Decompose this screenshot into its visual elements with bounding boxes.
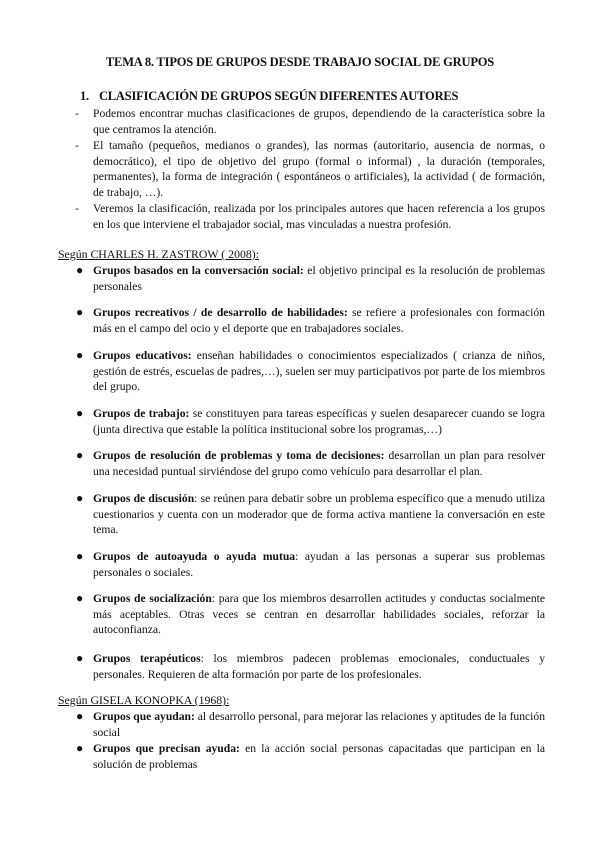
list-item bbox=[76, 263, 545, 294]
item-text: en la acción social personas capacitadas que participan en la solución de problemas bbox=[93, 742, 546, 771]
bullet-marker: ● bbox=[76, 651, 84, 665]
author-heading-zastrow: Según CHARLES H. ZASTROW ( 2008): bbox=[58, 247, 259, 261]
bullet-marker: ● bbox=[76, 348, 84, 362]
list-item bbox=[75, 201, 545, 232]
item-text: el objetivo principal es la resolución de problemas personales bbox=[93, 264, 545, 293]
item-term: Grupos basados en la conversación social: bbox=[93, 264, 304, 277]
list-item-text: El tamaño (pequeños, medianos o grandes), las normas (autoritario, ausencia de normas, o democrático), el tipo de objetivo del grupo (formal o informal) , la duración (temporales, permanentes), la forma de integración ( espontáneos o artificiales), la actividad ( de formación, de trabajo, …). bbox=[93, 139, 545, 199]
item-text: : ayudan a las personas a superar sus problemas personales o sociales. bbox=[93, 550, 545, 579]
item-term: Grupos de discusión bbox=[93, 492, 195, 505]
item-text: : para que los miembros desarrollen actitudes y conductas socialmente más aceptables. Otras veces se centran en desarrollar habilidades sociales, reforzar la autoconfianza. bbox=[93, 592, 545, 637]
bullet-marker: ● bbox=[76, 491, 84, 505]
list-item bbox=[76, 591, 545, 638]
list-item-text: Podemos encontrar muchas clasificaciones de grupos, dependiendo de la característica sobre la que centramos la atención. bbox=[93, 107, 545, 136]
item-term: Grupos de autoayuda o ayuda mutua bbox=[93, 550, 296, 563]
list-item bbox=[76, 305, 545, 336]
section-heading bbox=[80, 89, 458, 104]
dash-marker: - bbox=[75, 139, 79, 152]
list-item bbox=[76, 348, 545, 395]
list-item bbox=[76, 741, 545, 772]
item-term: Grupos que ayudan: bbox=[93, 710, 195, 723]
item-text: al desarrollo personal, para mejorar las relaciones y aptitudes de la función social bbox=[93, 710, 545, 739]
item-text: enseñan habilidades o conocimientos especializados ( crianza de niños, gestión de estrés, escuelas de padres,…), suelen ser muy participativos por parte de los miembros del grupo. bbox=[93, 349, 545, 394]
author-heading-konopka: Según GISELA KONOPKA (1968): bbox=[58, 693, 230, 707]
section-heading-text: CLASIFICACIÓN DE GRUPOS SEGÚN DIFERENTES AUTORES bbox=[98, 89, 459, 103]
item-term: Grupos recreativos / de desarrollo de habilidades: bbox=[93, 306, 348, 319]
item-term: Grupos que precisan ayuda: bbox=[93, 742, 240, 755]
list-item bbox=[76, 651, 545, 682]
document-title: TEMA 8. TIPOS DE GRUPOS DESDE TRABAJO SOCIAL DE GRUPOS bbox=[105, 55, 495, 69]
item-text: se refiere a profesionales con formación más en el campo del ocio y el deporte que en trabajadores sociales. bbox=[93, 306, 545, 335]
bullet-marker: ● bbox=[76, 305, 84, 319]
bullet-marker: ● bbox=[76, 448, 84, 462]
item-term: Grupos de socialización bbox=[93, 592, 212, 605]
item-term: Grupos de resolución de problemas y toma de decisiones: bbox=[93, 449, 385, 462]
bullet-marker: ● bbox=[76, 406, 84, 420]
list-item bbox=[76, 406, 545, 437]
bullet-marker: ● bbox=[76, 709, 84, 723]
item-term: Grupos educativos: bbox=[93, 349, 192, 362]
item-text: : se reúnen para debatir sobre un problema específico que a menudo utiliza cuestionarios y cuenta con un moderador que de forma activa mantiene la conversación en este tema. bbox=[93, 492, 545, 537]
list-item bbox=[76, 549, 545, 580]
bullet-marker: ● bbox=[76, 549, 84, 563]
list-item bbox=[76, 709, 545, 740]
list-item bbox=[76, 491, 545, 538]
item-text: desarrollan un plan para resolver una necesidad puntual sirviéndose del grupo como vehículo para desarrollar el plan. bbox=[93, 449, 545, 478]
list-item-text: Veremos la clasificación, realizada por los principales autores que hacen referencia a los grupos en los que interviene el trabajador social, mas vinculadas a nuestra profesión. bbox=[93, 202, 545, 231]
item-term: Grupos terapéuticos bbox=[93, 652, 201, 665]
item-term: Grupos de trabajo: bbox=[93, 407, 190, 420]
dash-marker: - bbox=[75, 202, 79, 215]
section-number: 1. bbox=[80, 89, 89, 103]
list-item bbox=[75, 138, 545, 200]
dash-marker: - bbox=[75, 107, 79, 120]
list-item bbox=[76, 448, 545, 479]
bullet-marker: ● bbox=[76, 741, 84, 755]
list-item bbox=[75, 106, 545, 137]
item-text: : los miembros padecen problemas emocionales, conductuales y personales. Requieren de alta formación por parte de los profesionales. bbox=[93, 652, 545, 681]
bullet-marker: ● bbox=[76, 591, 84, 605]
item-text: se constituyen para tareas específicas y suelen desaparecer cuando se logra (junta directiva que estable la política institucional sobre los programas,…) bbox=[93, 407, 546, 436]
bullet-marker: ● bbox=[76, 263, 84, 277]
